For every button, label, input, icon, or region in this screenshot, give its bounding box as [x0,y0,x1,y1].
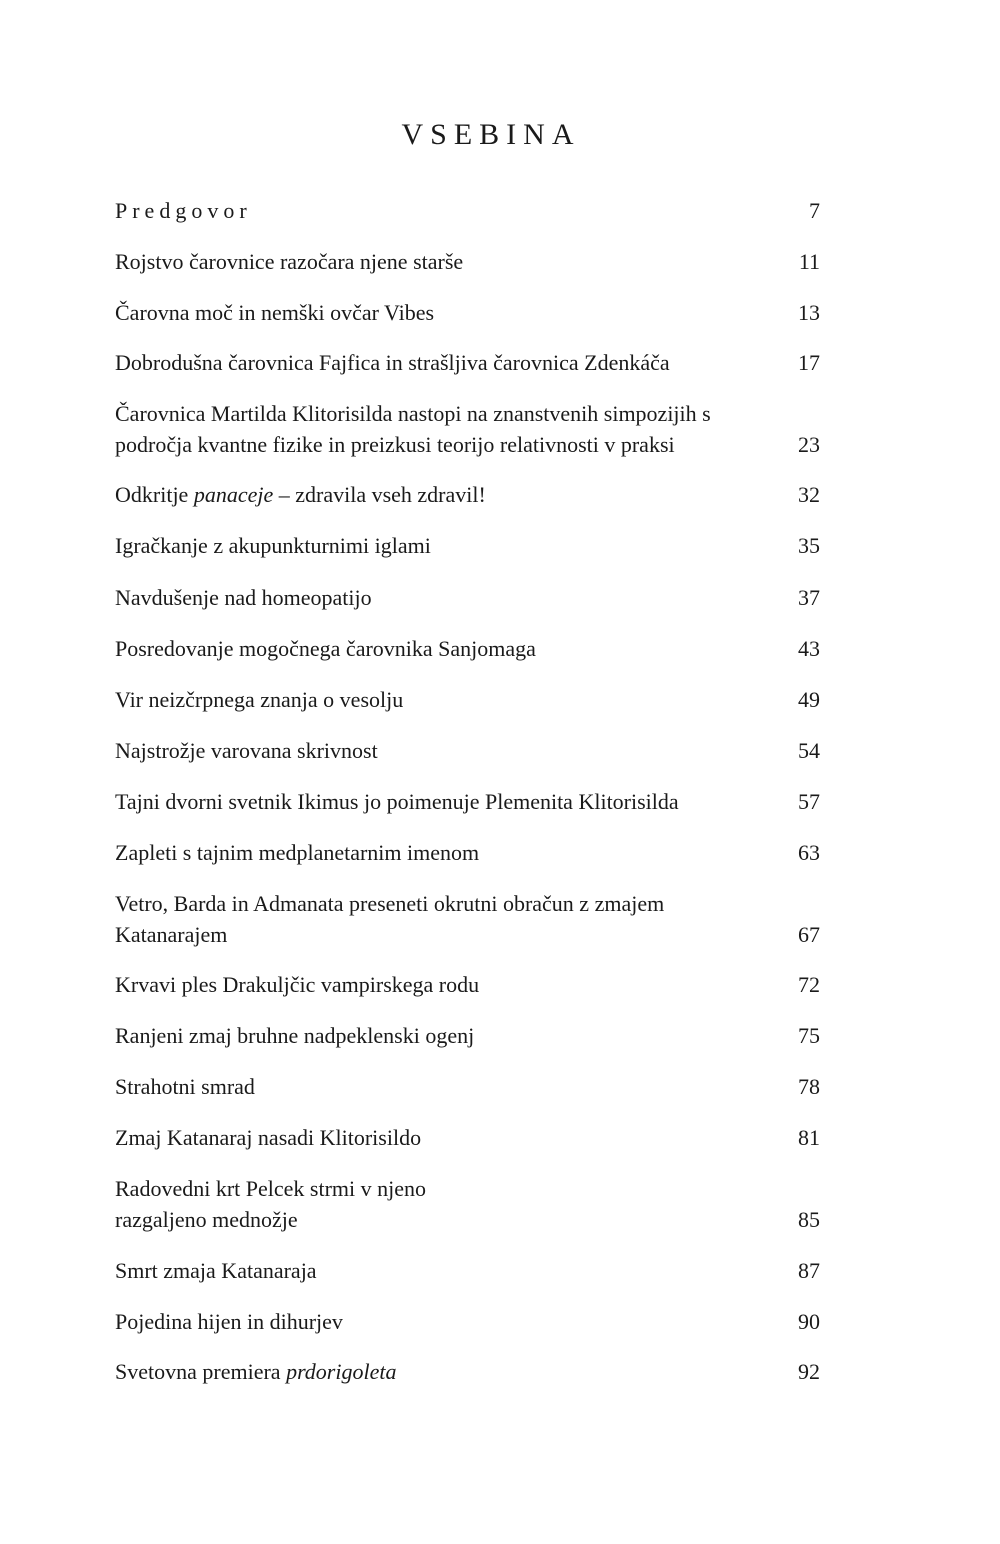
page-title: VSEBINA [401,118,581,151]
toc-entry [115,398,820,460]
toc-entry-title: Zapleti s tajnim medplanetarnim imenom [115,840,480,865]
toc-page-number: 87 [798,1258,820,1283]
toc-entry-title: Rojstvo čarovnice razočara njene starše [115,249,464,274]
toc-page-number: 35 [798,533,820,558]
toc-entry-title: Strahotni smrad [115,1074,255,1099]
toc-entry-title-line-2: razgaljeno mednožje [115,1207,298,1232]
toc-entry [115,246,820,277]
toc-page-number: 67 [798,922,820,947]
toc-page-number: 54 [798,738,820,763]
toc-entry-title-line-1: Čarovnica Martilda Klitorisilda nastopi na znanstvenih simpozijih s [115,401,711,426]
toc-page-number: 57 [798,789,820,814]
toc-entry [115,1020,820,1051]
toc-entry [115,888,820,950]
toc-entry-title-italic: prdorigoleta [286,1359,397,1384]
toc-entry-title-line-2: področja kvantne fizike in preizkusi teorijo relativnosti v praksi [115,432,675,457]
toc-page-number: 63 [798,840,820,865]
toc-entry-title: Zmaj Katanaraj nasadi Klitorisildo [115,1125,422,1150]
toc-entry-title: Predgovor [115,198,252,223]
toc-entry [115,297,820,328]
toc-page-number: 13 [798,300,820,325]
toc-entry [115,582,820,613]
toc-entry [115,1356,820,1387]
toc-page-number: 7 [809,198,820,223]
toc-entry-title-prefix: Svetovna premiera [115,1359,287,1384]
toc-entry-title-line-1: Radovedni krt Pelcek strmi v njeno [115,1176,426,1201]
toc-page-number: 78 [798,1074,820,1099]
toc-entry [115,1306,820,1337]
toc-page-number: 85 [798,1207,820,1232]
toc-entry-title: Pojedina hijen in dihurjev [115,1309,343,1334]
toc-entry-title: Smrt zmaja Katanaraja [115,1258,317,1283]
toc-page-number: 81 [798,1125,820,1150]
toc-entry [115,195,820,226]
toc-page-number: 90 [798,1309,820,1334]
toc-entry [115,530,820,561]
toc-entry-title: Ranjeni zmaj bruhne nadpeklenski ogenj [115,1023,475,1048]
toc-entry-title: Najstrožje varovana skrivnost [115,738,378,763]
toc-page-number: 75 [798,1023,820,1048]
toc-entry [115,1173,820,1235]
toc-entry-title [115,479,820,510]
toc-entry [115,969,820,1000]
toc-page-number: 11 [798,249,820,274]
toc-page-number: 43 [798,636,820,661]
toc-page-number: 32 [798,482,820,507]
toc-entry [115,1122,820,1153]
toc-page-number: 72 [798,972,820,997]
toc-entry [115,347,820,378]
toc-entry-title: Navdušenje nad homeopatijo [115,585,372,610]
toc-entry-title: Tajni dvorni svetnik Ikimus jo poimenuje Plemenita Klitorisilda [115,789,679,814]
toc-page-number: 37 [798,585,820,610]
toc-entry-title-line-1: Vetro, Barda in Admanata preseneti okrutni obračun z zmajem [115,891,665,916]
toc-entry-title: Vir neizčrpnega znanja o vesolju [115,687,404,712]
toc-page-number: 23 [798,432,820,457]
toc-entry-title-italic: panaceje [193,482,274,507]
toc-entry [115,735,820,766]
toc-entry [115,479,820,510]
toc-entry-title [115,1356,820,1387]
toc-entry-title: Posredovanje mogočnega čarovnika Sanjomaga [115,636,536,661]
toc-entry [115,633,820,664]
toc-page-number: 49 [798,687,820,712]
toc-entry [115,1255,820,1286]
toc-entry [115,786,820,817]
toc-page-number: 17 [798,350,820,375]
toc-entry-title: Krvavi ples Drakuljčic vampirskega rodu [115,972,480,997]
toc-entry [115,837,820,868]
toc-entry-title: Čarovna moč in nemški ovčar Vibes [115,300,435,325]
toc-entry [115,1071,820,1102]
toc-entry-title-suffix: – zdravila vseh zdravil! [273,482,486,507]
toc-entry-title: Dobrodušna čarovnica Fajfica in strašljiva čarovnica Zdenkáča [115,350,670,375]
toc-entry-title-line-2: Katanarajem [115,922,228,947]
toc-entry-title: Igračkanje z akupunkturnimi iglami [115,533,431,558]
toc-entry [115,684,820,715]
toc-entry-title-prefix: Odkritje [115,482,194,507]
toc-page-number: 92 [798,1359,820,1384]
